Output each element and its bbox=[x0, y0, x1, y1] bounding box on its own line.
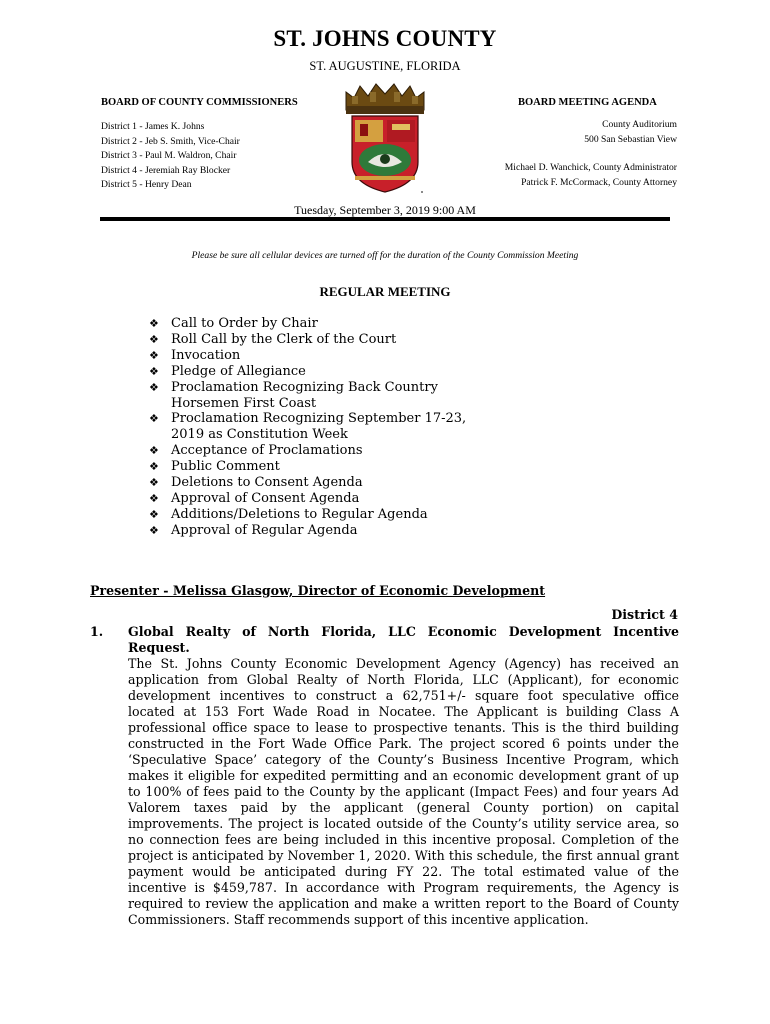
list-item bbox=[149, 316, 569, 332]
list-item bbox=[149, 507, 569, 523]
presenter-heading: Presenter - Melissa Glasgow, Director of Economic Development bbox=[90, 583, 546, 598]
list-item-label: Public Comment bbox=[171, 459, 280, 475]
list-item-label: Invocation bbox=[171, 347, 241, 363]
diamond-bullet-icon: ❖ bbox=[149, 332, 159, 346]
district-line: District 5 - Henry Dean bbox=[101, 179, 192, 191]
diamond-bullet-icon: ❖ bbox=[149, 476, 159, 490]
diamond-bullet-icon: ❖ bbox=[149, 364, 159, 378]
list-item-label: Additions/Deletions to Regular Agenda bbox=[171, 506, 428, 522]
diamond-bullet-icon: ❖ bbox=[149, 348, 159, 362]
board-heading: BOARD OF COUNTY COMMISSIONERS bbox=[101, 97, 298, 108]
list-item-label: Deletions to Consent Agenda bbox=[171, 475, 363, 491]
agenda-heading: BOARD MEETING AGENDA bbox=[518, 97, 657, 108]
agenda-item-number: 1. bbox=[90, 624, 104, 639]
list-item bbox=[149, 380, 569, 412]
agenda-item bbox=[128, 624, 679, 928]
meeting-date: Tuesday, September 3, 2019 9:00 AM bbox=[294, 203, 476, 217]
list-item-label: Pledge of Allegiance bbox=[171, 363, 306, 379]
venue-line: 500 San Sebastian View bbox=[584, 133, 677, 145]
list-item bbox=[149, 332, 569, 348]
district-line: District 2 - Jeb S. Smith, Vice-Chair bbox=[101, 135, 240, 147]
list-item bbox=[149, 459, 569, 475]
cellular-notice: Please be sure all cellular devices are turned off for the duration of the County Commission Meeting bbox=[191, 250, 579, 261]
agenda-item-description: The St. Johns County Economic Development Agency (Agency) has received an application from Global Realty of North Florida, LLC (Applicant), for economic development incentives to construct a 62,751+/- square foot speculative office located at 153 Fort Wade Road in Nocatee. The Applicant is building Class A professional office space to lease to prospective tenants. This is the third building constructed in the Fort Wade Office Park. The project scored 6 points under the ‘Speculative Space’ category of the County’s Business Incentive Program, which makes it eligible for expedited permitting and an economic development grant of up to 100% of fees paid to the County by the applicant (Impact Fees) and four years Ad Valorem taxes paid by the applicant (general County portion) on capital improvements. The project is located outside of the County’s utility service area, so no connection fees are being included in this incentive proposal. Completion of the project is anticipated by November 1, 2020. With this schedule, the first annual grant payment would be anticipated during FY 22. The total estimated value of the incentive is $459,787. In accordance with Program requirements, the Agency is required to review the application and make a written report to the Board of County Commissioners. Staff recommends support of this incentive application. bbox=[128, 656, 679, 927]
list-item bbox=[149, 443, 569, 459]
diamond-bullet-icon: ❖ bbox=[149, 491, 159, 505]
diamond-bullet-icon: ❖ bbox=[149, 507, 159, 521]
district-line: District 1 - James K. Johns bbox=[101, 121, 205, 132]
list-item-label: Acceptance of Proclamations bbox=[171, 443, 363, 459]
official-line: Michael D. Wanchick, County Administrator bbox=[504, 162, 677, 173]
district-line: District 4 - Jeremiah Ray Blocker bbox=[101, 164, 231, 176]
diamond-bullet-icon: ❖ bbox=[149, 317, 159, 330]
list-item bbox=[149, 411, 569, 443]
regular-meeting-list bbox=[149, 316, 569, 539]
official-line: Patrick F. McCormack, County Attorney bbox=[521, 176, 677, 188]
list-item-label: Approval of Consent Agenda bbox=[171, 490, 360, 506]
diamond-bullet-icon: ❖ bbox=[149, 444, 159, 458]
diamond-bullet-icon: ❖ bbox=[149, 380, 159, 394]
agenda-item-title: Global Realty of North Florida, LLC Economic Development Incentive Request. bbox=[128, 624, 679, 655]
diamond-bullet-icon: ❖ bbox=[149, 412, 159, 426]
diamond-bullet-icon: ❖ bbox=[149, 523, 159, 537]
regular-meeting-heading: REGULAR MEETING bbox=[319, 284, 451, 299]
list-item-label: Approval of Regular Agenda bbox=[171, 522, 358, 538]
list-item bbox=[149, 491, 569, 507]
header-divider bbox=[100, 217, 670, 221]
venue-line: County Auditorium bbox=[602, 119, 677, 130]
list-item-label: Proclamation Recognizing September 17-23, 2019 as Constitution Week bbox=[171, 411, 467, 443]
district-line: District 3 - Paul M. Waldron, Chair bbox=[101, 150, 237, 162]
list-item bbox=[149, 364, 569, 380]
list-item-label: Call to Order by Chair bbox=[171, 316, 318, 331]
list-item bbox=[149, 523, 569, 539]
officials-block bbox=[505, 161, 677, 190]
list-item bbox=[149, 348, 569, 364]
district-list bbox=[101, 120, 240, 193]
list-item bbox=[149, 475, 569, 491]
list-item-label: Proclamation Recognizing Back Country Horsemen First Coast bbox=[171, 379, 438, 411]
venue-block bbox=[584, 118, 677, 147]
county-subtitle: ST. AUGUSTINE, FLORIDA bbox=[309, 59, 461, 73]
county-seal-icon bbox=[340, 80, 430, 198]
district-label: District 4 bbox=[611, 607, 678, 622]
list-item-label: Roll Call by the Clerk of the Court bbox=[171, 331, 397, 347]
county-title: ST. JOHNS COUNTY bbox=[273, 26, 497, 51]
diamond-bullet-icon: ❖ bbox=[149, 460, 159, 474]
